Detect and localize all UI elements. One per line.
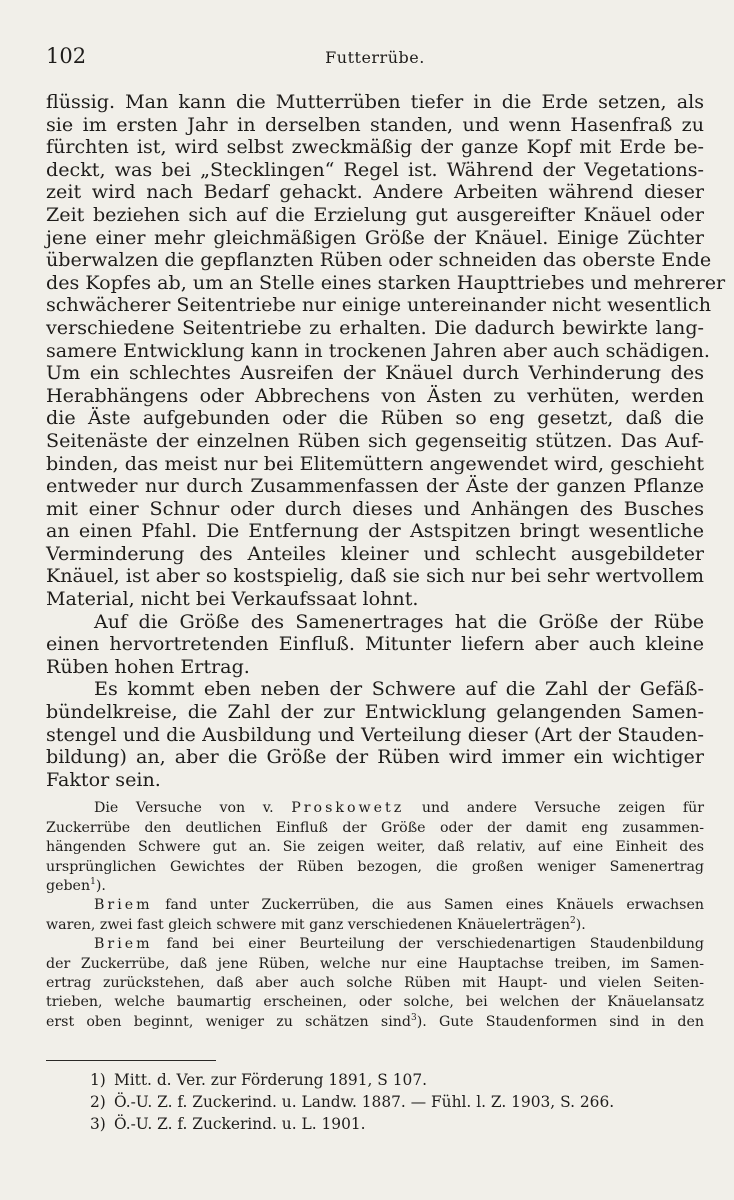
footnote (90, 1113, 704, 1135)
footnote-mark: 1) (90, 1071, 106, 1089)
footnote (90, 1091, 704, 1113)
footnote-mark: 2) (90, 1093, 106, 1112)
small-print-paragraph (46, 799, 704, 896)
small-print-line (46, 896, 704, 915)
line-text: Die Versuche von v. (94, 800, 292, 817)
footnote (90, 1069, 704, 1091)
text-line: entweder nur durch Zusammenfassen der Äste der ganzen Pflanze (46, 474, 704, 498)
small-print-line (46, 993, 704, 1012)
text-line: stengel und die Ausbildung und Verteilung dieser (Art der Stauden- (46, 722, 704, 746)
text-line: Material, nicht bei Verkaufssaat lohnt. (46, 587, 419, 611)
small-print-line (46, 955, 704, 974)
line-text: trieben, welche baumartig erscheinen, oder solche, bei welchen der Knäuelansatz (46, 994, 704, 1011)
line-text: hängenden Schwere gut an. Sie zeigen weiter, daß relativ, auf eine Einheit des (46, 839, 704, 856)
small-print-line (46, 1013, 704, 1032)
page-header (46, 44, 704, 70)
footnote-separator (46, 1060, 216, 1061)
footnote-mark: 3) (90, 1115, 106, 1134)
text-line: Rüben hohen Ertrag. (46, 654, 250, 678)
line-text: der Zuckerrübe, daß jene Rüben, welche nur eine Hauptachse treiben, im Samen- (46, 955, 704, 972)
text-line: samere Entwicklung kann in trockenen Jahren aber auch schädigen. (46, 338, 710, 362)
text-line: des Kopfes ab, um an Stelle eines starken Haupttriebes und mehrerer (46, 270, 726, 294)
text-line: Seitenäste der einzelnen Rüben sich gegenseitig stützen. Das Auf- (46, 428, 704, 452)
line-text: fand unter Zuckerrüben, die aus Samen eines Knäuels erwachsen (152, 897, 704, 914)
text-line: Zeit beziehen sich auf die Erzielung gut ausgereifter Knäuel oder (46, 202, 704, 226)
footnote-reference[interactable]: 3 (410, 1012, 417, 1023)
running-head: Futterrübe. (325, 48, 425, 67)
footnote-reference[interactable]: 2 (569, 915, 576, 926)
text-line: an einen Pfahl. Die Entfernung der Astspitzen bringt wesentliche (46, 519, 704, 543)
small-print-line (46, 819, 704, 838)
footnote-reference[interactable]: 1 (90, 877, 96, 888)
line-text: fand bei einer Beurteilung der verschiedenartigen Staudenbildung (152, 936, 704, 953)
text-line: Es kommt eben neben der Schwere auf die Zahl der Gefäß- (94, 677, 704, 701)
line-text: ursprünglichen Gewichtes der Rüben bezogen, die großen weniger Samenertrag (46, 858, 704, 875)
line-text: ). (95, 878, 106, 895)
page-number: 102 (46, 44, 87, 68)
author-name: Proskowetz (291, 800, 405, 817)
small-print-line (46, 858, 704, 877)
line-text: ). Gute Staudenformen sind in den (416, 1013, 705, 1030)
text-line: Auf die Größe des Samenertrages hat die Größe der Rübe (94, 609, 704, 633)
text-line: binden, das meist nur bei Elitemüttern angewendet wird, geschieht (46, 451, 704, 475)
line-text: und andere Versuche zeigen für (404, 800, 704, 817)
small-print-line (46, 974, 704, 993)
footnote-text: Mitt. d. Ver. zur Förderung 1891, S 107. (114, 1071, 428, 1089)
author-name: Briem (94, 897, 153, 914)
text-line: fürchten ist, wird selbst zweckmäßig der ganze Kopf mit Erde be- (46, 135, 704, 159)
line-text: Zuckerrübe den deutlichen Einfluß der Größe oder der damit eng zusammen- (46, 819, 704, 836)
text-line: Um ein schlechtes Ausreifen der Knäuel durch Verhinderung des (46, 361, 704, 385)
small-print-line (46, 877, 704, 896)
text-line: Verminderung des Anteiles kleiner und schlecht ausgebildeter (46, 541, 704, 565)
small-print-line (46, 838, 704, 857)
text-line: sie im ersten Jahr in derselben standen, und wenn Hasenfraß zu (46, 112, 704, 136)
text-line: Herabhängens oder Abbrechens von Ästen zu verhüten, werden (46, 383, 704, 407)
text-line: Knäuel, ist aber so kostspielig, daß sie sich nur bei sehr wertvollem (46, 564, 704, 588)
line-text: ertrag zurückstehen, daß aber auch solche Rüben mit Haupt- und vielen Seiten- (46, 975, 704, 992)
text-line: jene einer mehr gleichmäßigen Größe der Knäuel. Einige Züchter (46, 225, 704, 249)
text-line: mit einer Schnur oder durch dieses und Anhängen des Busches (46, 496, 704, 520)
line-text: geben (46, 878, 91, 895)
small-print-paragraph (46, 896, 704, 935)
small-print-line (46, 935, 704, 954)
text-line: verschiedene Seitentriebe zu erhalten. Die dadurch bewirkte lang- (46, 315, 704, 339)
small-print-section (46, 799, 704, 1032)
text-line: überwalzen die gepflanzten Rüben oder schneiden das oberste Ende (46, 248, 712, 272)
text-line: bündelkreise, die Zahl der zur Entwicklung gelangenden Samen- (46, 700, 704, 724)
small-print-line (46, 916, 704, 935)
line-text: ). (575, 916, 586, 933)
text-line: Faktor sein. (46, 767, 161, 791)
text-line: deckt, was bei „Stecklingen“ Regel ist. Während der Vegetations- (46, 157, 704, 181)
line-text: waren, zwei fast gleich schwere mit ganz verschiedenen Knäuelerträgen (46, 916, 570, 933)
author-name: Briem (94, 936, 153, 953)
text-line: die Äste aufgebunden oder die Rüben so eng gesetzt, daß die (46, 406, 704, 430)
line-text: erst oben beginnt, weniger zu schätzen sind (46, 1013, 411, 1030)
footnote-text: Ö.-U. Z. f. Zuckerind. u. Landw. 1887. — Fühl. l. Z. 1903, S. 266. (114, 1093, 615, 1112)
text-line: zeit wird nach Bedarf gehackt. Andere Arbeiten während dieser (46, 180, 704, 204)
footnotes (90, 1069, 704, 1136)
text-line: bildung) an, aber die Größe der Rüben wird immer ein wichtiger (46, 745, 704, 769)
page-body (46, 90, 726, 1032)
small-print-line (46, 799, 704, 818)
text-line: flüssig. Man kann die Mutterrüben tiefer in die Erde setzen, als (46, 90, 704, 113)
small-print-paragraph (46, 935, 704, 1032)
text-line: schwächerer Seitentriebe nur einige untereinander nicht wesentlich (46, 293, 712, 317)
footnote-text: Ö.-U. Z. f. Zuckerind. u. L. 1901. (114, 1115, 366, 1134)
main-text (46, 90, 726, 791)
text-line: einen hervortretenden Einfluß. Mitunter liefern aber auch kleine (46, 632, 704, 656)
